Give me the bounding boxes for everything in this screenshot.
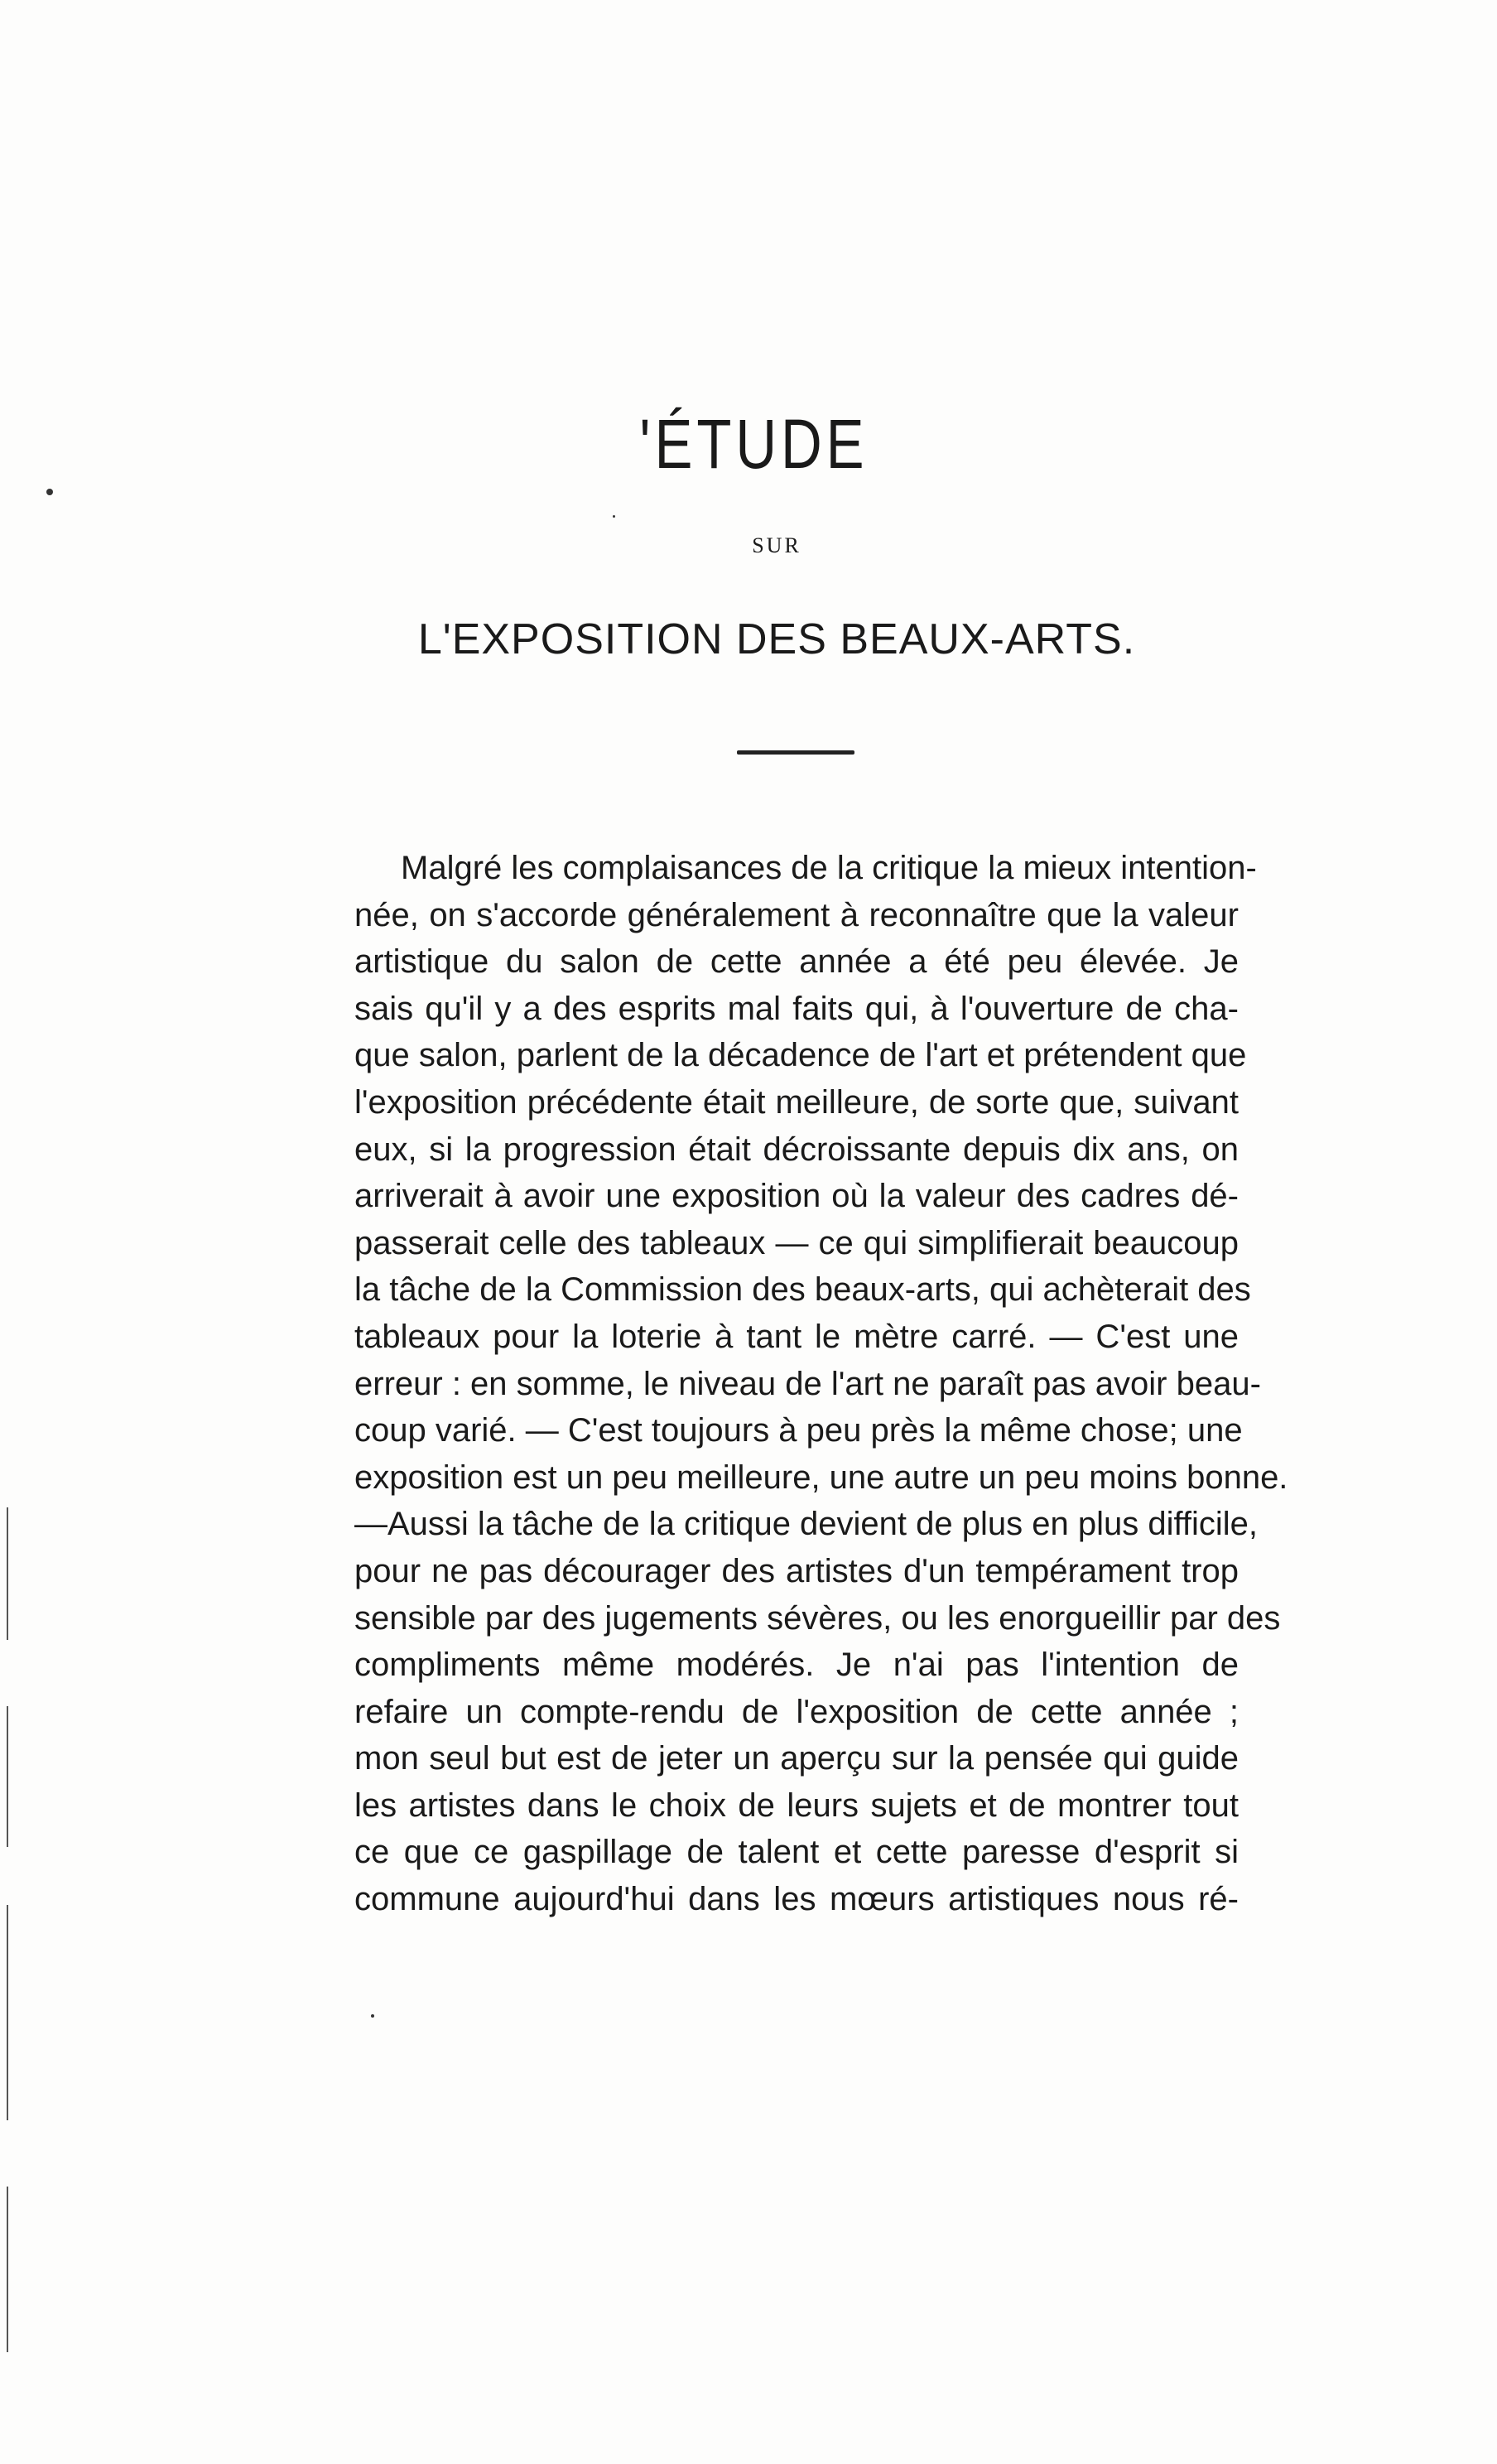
text-line: les artistes dans le choix de leurs sujets et de montrer tout [354, 1787, 1239, 1824]
text-line: sais qu'il y a des esprits mal faits qui, à l'ouverture de cha- [354, 990, 1239, 1027]
text-line: refaire un compte-rendu de l'exposition de cette année ; [354, 1693, 1239, 1730]
subtitle-heading: L'EXPOSITION DES BEAUX-ARTS. [417, 615, 1136, 663]
scan-edge-mark [7, 1507, 8, 1640]
scan-speck [371, 2014, 374, 2018]
scan-edge-mark [7, 1905, 8, 2120]
text-line: compliments même modérés. Je n'ai pas l'intention de [354, 1647, 1239, 1684]
text-line: mon seul but est de jeter un aperçu sur la pensée qui guide [354, 1740, 1239, 1777]
text-line: eux, si la progression était décroissante depuis dix ans, on [354, 1131, 1239, 1168]
text-line: l'exposition précédente était meilleure, de sorte que, suivant [354, 1083, 1239, 1121]
scan-edge-mark [7, 2187, 8, 2352]
text-line: ce que ce gaspillage de talent et cette paresse d'esprit si [354, 1834, 1239, 1871]
text-line: passerait celle des tableaux — ce qui simplifierait beaucoup [354, 1224, 1239, 1261]
body-paragraph [354, 845, 1288, 1923]
page-title: 'ÉTUDE [639, 405, 869, 483]
text-line: exposition est un peu meilleure, une autre un peu moins bonne. [354, 1459, 1288, 1496]
text-line: arriverait à avoir une exposition où la valeur des cadres dé- [354, 1178, 1239, 1215]
text-line: artistique du salon de cette année a été peu élevée. Je [354, 943, 1239, 981]
section-divider-rule [737, 750, 854, 755]
text-line: sensible par des jugements sévères, ou les enorgueillir par des [354, 1599, 1281, 1637]
scan-speck [46, 489, 53, 495]
subtitle-preposition: SUR [752, 533, 801, 557]
text-line: erreur : en somme, le niveau de l'art ne paraît pas avoir beau- [354, 1365, 1261, 1402]
text-line: —Aussi la tâche de la critique devient de plus en plus difficile, [354, 1506, 1258, 1543]
scan-edge-mark [7, 1706, 8, 1847]
text-line: commune aujourd'hui dans les mœurs artistiques nous ré- [354, 1881, 1239, 1918]
text-line: la tâche de la Commission des beaux-arts, qui achèterait des [354, 1271, 1251, 1309]
text-line: née, on s'accorde généralement à reconnaître que la valeur [354, 896, 1239, 933]
text-line: pour ne pas décourager des artistes d'un tempérament trop [354, 1552, 1239, 1589]
text-line: Malgré les complaisances de la critique la mieux intention- [401, 850, 1257, 886]
text-line: que salon, parlent de la décadence de l'art et prétendent que [354, 1037, 1247, 1074]
text-line: coup varié. — C'est toujours à peu près la même chose; une [354, 1412, 1243, 1449]
scan-speck [613, 515, 615, 518]
text-line: tableaux pour la loterie à tant le mètre carré. — C'est une [354, 1318, 1239, 1355]
